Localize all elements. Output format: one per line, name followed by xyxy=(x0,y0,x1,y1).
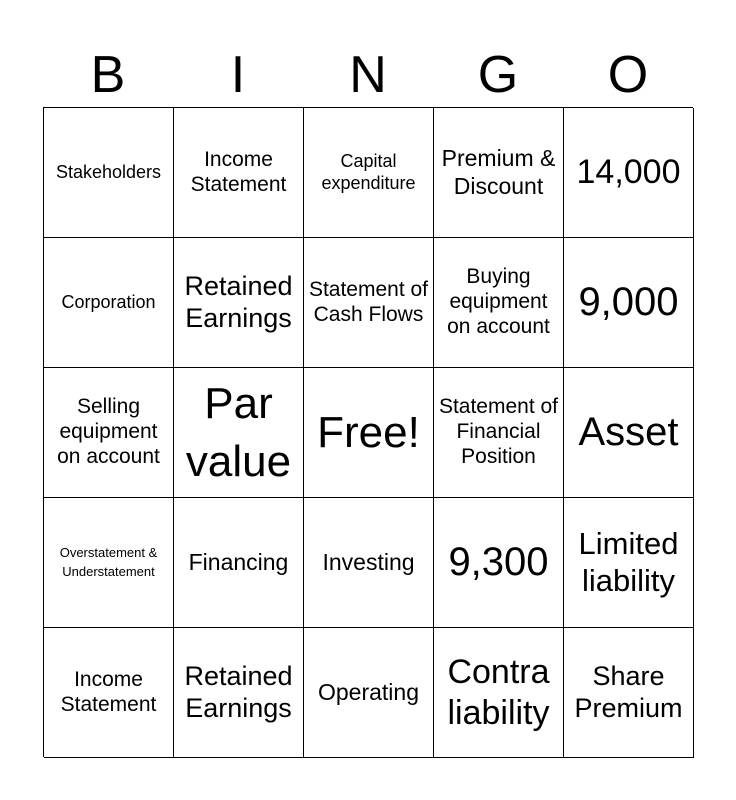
bingo-cell[interactable] xyxy=(564,498,694,628)
bingo-cell[interactable] xyxy=(44,108,174,238)
bingo-cell[interactable] xyxy=(174,628,304,758)
bingo-cell[interactable] xyxy=(174,368,304,498)
bingo-cell[interactable] xyxy=(304,498,434,628)
bingo-cell[interactable] xyxy=(44,628,174,758)
cell-text: Premium & Discount xyxy=(441,145,556,199)
bingo-card-grid xyxy=(43,107,693,757)
cell-text: Asset xyxy=(578,409,679,454)
cell-text: Contra liability xyxy=(447,653,550,732)
bingo-cell[interactable] xyxy=(304,238,434,368)
bingo-cell[interactable] xyxy=(44,498,174,628)
bingo-cell[interactable] xyxy=(434,238,564,368)
bingo-cell[interactable] xyxy=(564,368,694,498)
bingo-cell[interactable] xyxy=(564,238,694,368)
bingo-cell[interactable] xyxy=(304,628,434,758)
bingo-cell[interactable] xyxy=(434,498,564,628)
free-space-cell[interactable] xyxy=(304,368,434,498)
bingo-cell[interactable] xyxy=(434,628,564,758)
cell-text: Statement of Cash Flows xyxy=(308,277,429,326)
cell-text: Income Statement xyxy=(190,147,287,196)
cell-text: 14,000 xyxy=(576,153,681,192)
cell-text: Capital expenditure xyxy=(321,151,416,193)
cell-text: Free! xyxy=(317,407,420,457)
cell-text: 9,300 xyxy=(448,539,549,584)
bingo-cell[interactable] xyxy=(304,108,434,238)
cell-text: Retained Earnings xyxy=(184,270,293,333)
cell-text: 9,000 xyxy=(578,279,679,324)
header-letter-n: N xyxy=(349,46,387,104)
cell-text: Retained Earnings xyxy=(184,660,293,723)
bingo-cell[interactable] xyxy=(564,628,694,758)
cell-text: Income Statement xyxy=(60,667,157,716)
cell-text: Stakeholders xyxy=(55,161,162,182)
cell-text: Financing xyxy=(188,548,289,575)
cell-text: Buying equipment on account xyxy=(447,265,550,338)
bingo-header xyxy=(43,45,693,105)
bingo-cell[interactable] xyxy=(174,108,304,238)
cell-text: Selling equipment on account xyxy=(57,395,160,468)
header-letter-g: G xyxy=(477,46,519,104)
bingo-cell[interactable] xyxy=(434,108,564,238)
bingo-cell[interactable] xyxy=(434,368,564,498)
cell-text: Overstatement & Understatement xyxy=(59,545,158,579)
header-letter-b: B xyxy=(90,46,126,104)
cell-text: Par value xyxy=(185,379,292,486)
bingo-cell[interactable] xyxy=(174,238,304,368)
cell-text: Investing xyxy=(322,548,415,575)
bingo-cell[interactable] xyxy=(564,108,694,238)
header-letter-o: O xyxy=(607,46,649,104)
cell-text: Statement of Financial Position xyxy=(438,395,559,468)
cell-text: Corporation xyxy=(61,291,156,312)
cell-text: Limited liability xyxy=(578,525,679,598)
cell-text: Share Premium xyxy=(574,660,683,723)
cell-text: Operating xyxy=(317,678,419,705)
bingo-cell[interactable] xyxy=(44,238,174,368)
bingo-cell[interactable] xyxy=(174,498,304,628)
header-letter-i: I xyxy=(230,46,246,104)
bingo-cell[interactable] xyxy=(44,368,174,498)
